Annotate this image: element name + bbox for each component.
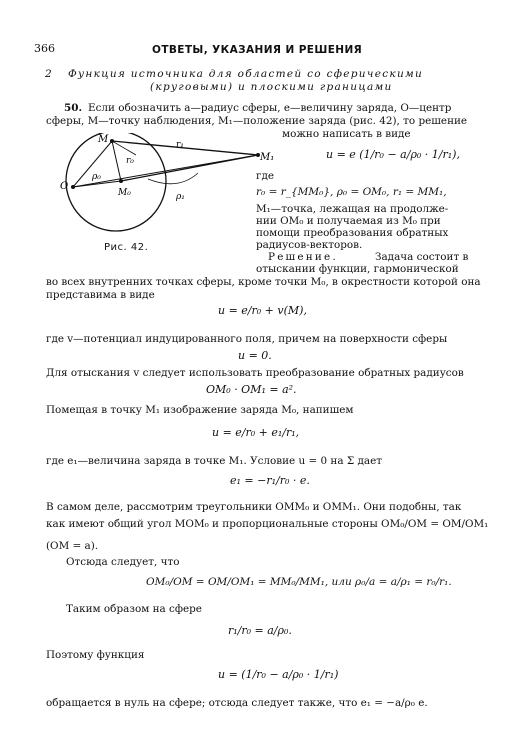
sphere-ratio: r₁/r₀ = a/ρ₀. bbox=[228, 624, 292, 637]
u-zero: u = 0. bbox=[238, 349, 272, 362]
intro-line1: Если обозначить a—радиус сферы, e—величину заряда, O—центр bbox=[88, 102, 452, 114]
formula-e1: u = e/r₀ + e₁/r₁, bbox=[212, 426, 300, 439]
m1-desc-3: помощи преобразования обратных bbox=[256, 227, 449, 239]
label-rho0: ρ₀ bbox=[92, 172, 101, 182]
label-r0: r₀ bbox=[126, 156, 134, 166]
label-rho1: ρ₁ bbox=[176, 192, 185, 202]
point-M bbox=[110, 139, 114, 143]
formula-u: u = e (1/r₀ − a/ρ₀ · 1/r₁), bbox=[326, 148, 460, 161]
condition-line: где e₁—величина заряда в точке M₁. Условие u = 0 на Σ дает bbox=[46, 455, 382, 467]
label-O: O bbox=[60, 181, 69, 192]
thus-line: Таким образом на сфере bbox=[66, 603, 202, 615]
m1-desc-1: M₁—точка, лежащая на продолже- bbox=[256, 203, 449, 215]
label-r1: r₁ bbox=[176, 140, 184, 150]
label-M1: M₁ bbox=[260, 152, 275, 163]
point-O bbox=[71, 185, 75, 189]
running-title: ОТВЕТЫ, УКАЗАНИЯ И РЕШЕНИЯ bbox=[152, 44, 363, 56]
formula-v: u = e/r₀ + v(M), bbox=[218, 304, 307, 317]
formula-e1-value: e₁ = −r₁/r₀ · e. bbox=[230, 474, 310, 487]
section-title-line1: Функция источника для областей со сферическими bbox=[68, 68, 424, 80]
solution-line1: Задача состоит в bbox=[375, 251, 469, 263]
figure-42 bbox=[48, 133, 288, 233]
intro-line3: можно написать в виде bbox=[282, 128, 411, 140]
solution-line4: представима в виде bbox=[46, 289, 155, 301]
where-label: где bbox=[256, 170, 274, 182]
segment-M-M1 bbox=[112, 141, 258, 155]
triangle-line2: как имеют общий угол MOM₀ и пропорциональные стороны OM₀/OM = OM/OM₁ bbox=[46, 518, 489, 530]
label-M: M bbox=[98, 134, 109, 145]
triangle-line3: (OM = a). bbox=[46, 540, 99, 552]
definitions: r₀ = r_{MM₀}, ρ₀ = OM₀, r₁ = MM₁, bbox=[256, 186, 447, 198]
potential-line: где v—потенциал индуцированного поля, причем на поверхности сферы bbox=[46, 333, 448, 345]
figure-caption: Рис. 42. bbox=[104, 242, 149, 253]
section-number: 2 bbox=[45, 68, 53, 80]
page-number: 366 bbox=[34, 42, 55, 55]
point-M0 bbox=[119, 179, 123, 183]
triangle-line1: В самом деле, рассмотрим треугольники OMM₀ и OMM₁. Они подобны, так bbox=[46, 501, 462, 513]
last-line: обращается в нуль на сфере; отсюда следует также, что e₁ = −a/ρ₀ e. bbox=[46, 697, 428, 709]
problem-number: 50. bbox=[64, 102, 83, 114]
final-formula: u = (1/r₀ − a/ρ₀ · 1/r₁) bbox=[218, 668, 339, 681]
section-title-line2: (круговыми) и плоскими границами bbox=[150, 81, 393, 93]
hence-line: Отсюда следует, что bbox=[66, 556, 180, 568]
inversion-formula: OM₀ · OM₁ = a². bbox=[206, 383, 297, 396]
therefore-line: Поэтому функция bbox=[46, 649, 145, 661]
ratios-formula: OM₀/OM = OM/OM₁ = MM₀/MM₁, или ρ₀/a = a/ρ₁ = r₀/r₁. bbox=[146, 576, 452, 588]
solution-line2: отыскании функции, гармонической bbox=[256, 263, 459, 275]
inversion-line: Для отыскания v следует использовать преобразование обратных радиусов bbox=[46, 367, 464, 379]
solution-label: Решение. bbox=[268, 251, 338, 263]
label-M0: M₀ bbox=[118, 188, 131, 198]
solution-line3: во всех внутренних точках сферы, кроме точки M₀, в окрестности которой она bbox=[46, 276, 481, 288]
m1-desc-4: радиусов-векторов. bbox=[256, 239, 363, 251]
image-line: Помещая в точку M₁ изображение заряда M₀, напишем bbox=[46, 404, 354, 416]
intro-line2: сферы, M—точку наблюдения, M₁—положение заряда (рис. 42), то решение bbox=[46, 115, 468, 127]
segment-M-M0 bbox=[112, 141, 121, 181]
m1-desc-2: нии OM₀ и получаемая из M₀ при bbox=[256, 215, 441, 227]
